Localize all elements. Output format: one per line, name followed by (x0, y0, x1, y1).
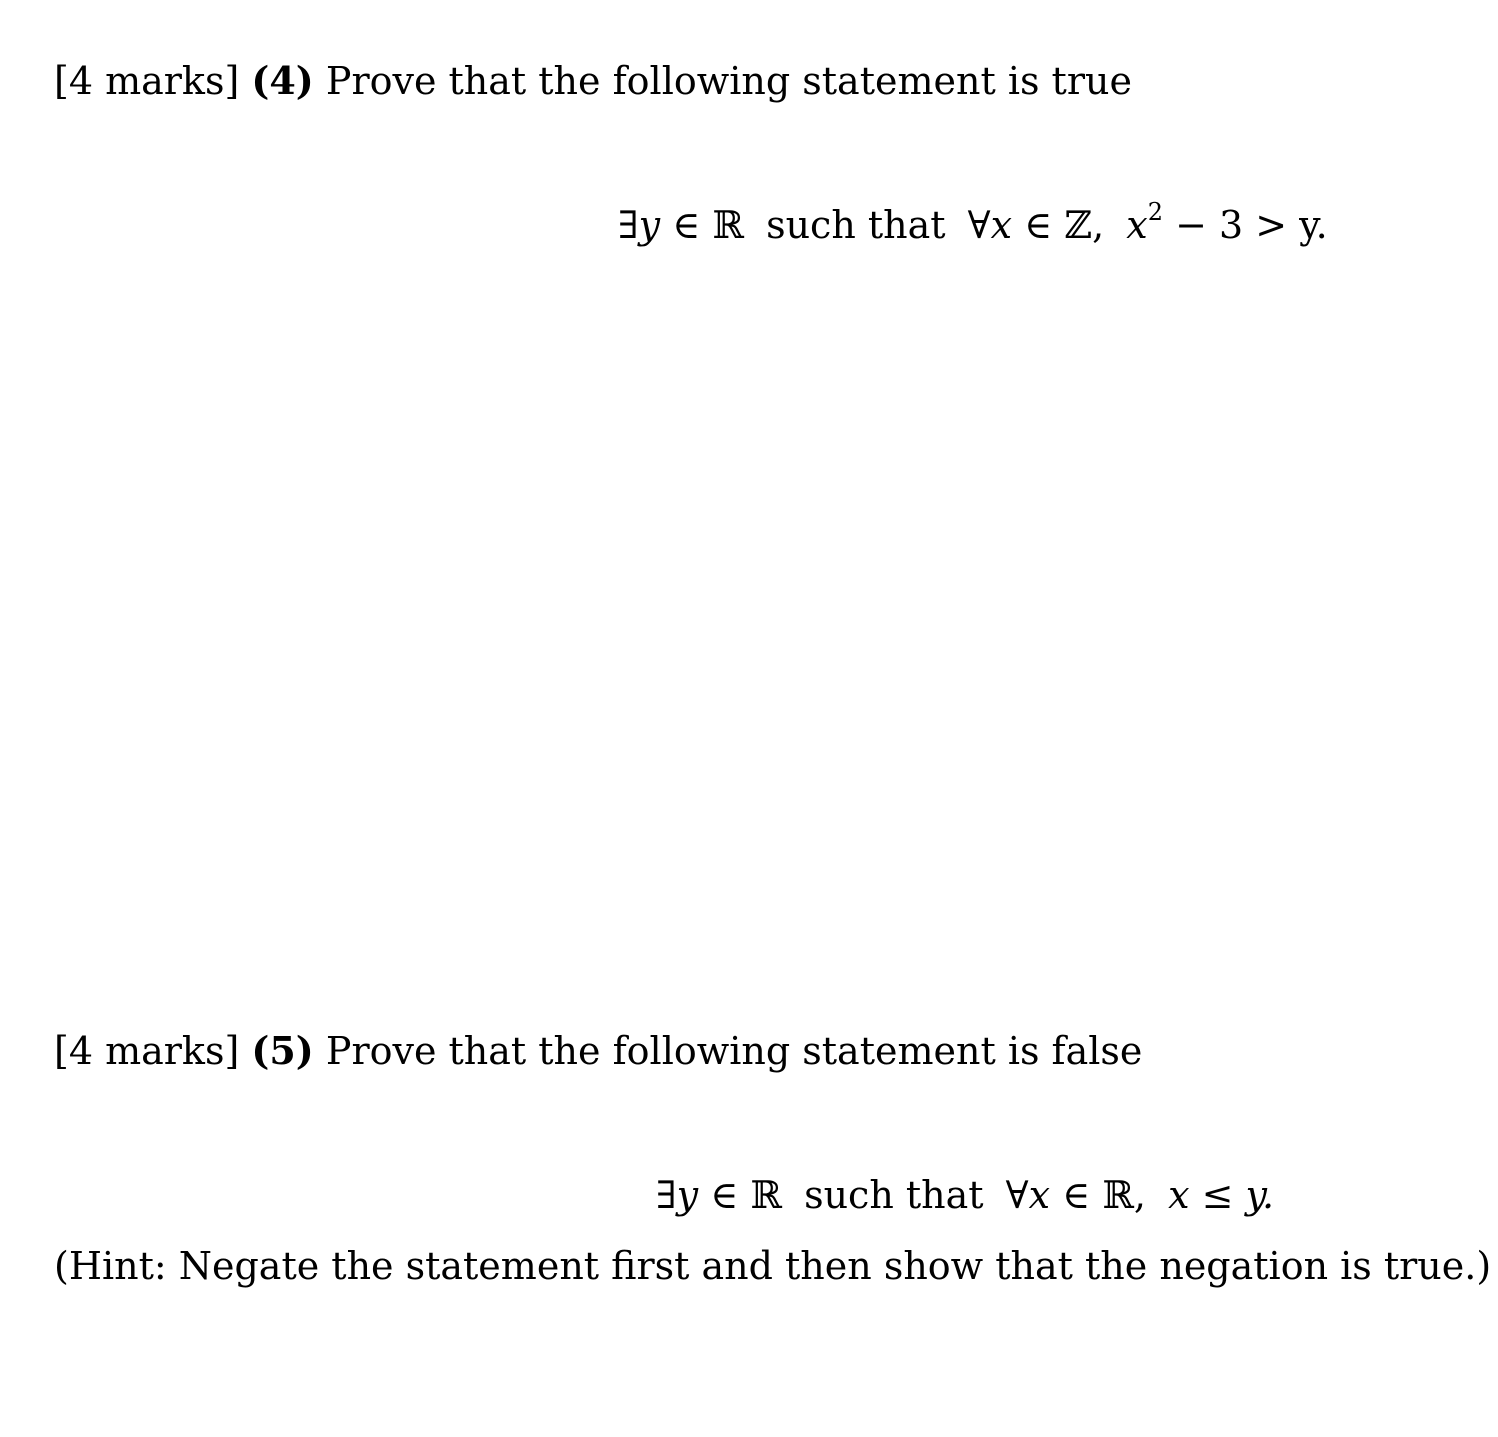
q4-in-r: ∈ ℝ (672, 203, 744, 247)
q5-rest: x ≤ y. (1168, 1173, 1275, 1217)
q4-number: (4) (251, 58, 314, 103)
q4-rest: − 3 > y. (1175, 203, 1328, 247)
q5-prompt: Prove that the following statement is false (325, 1029, 1143, 1073)
q4-in-z: ∈ ℤ, (1024, 203, 1105, 247)
q4-forall-x: ∀x (967, 203, 1013, 247)
q5-hint: (Hint: Negate the statement first and then show that the negation is true.) (54, 1244, 1492, 1288)
q5-such-that: such that (804, 1173, 984, 1217)
q4-prompt: Prove that the following statement is true (325, 59, 1132, 103)
q5-forall-x: ∀x (1005, 1173, 1051, 1217)
q4-exists-y: ∃y (618, 203, 661, 247)
q4-x: x (1126, 203, 1148, 247)
q5-exists-y: ∃y (656, 1173, 699, 1217)
question-4-heading (54, 58, 1132, 103)
q4-such-that: such that (766, 203, 946, 247)
q4-marks: [4 marks] (54, 59, 240, 103)
q4-formula (618, 198, 1328, 247)
q5-marks: [4 marks] (54, 1029, 240, 1073)
q5-formula (656, 1173, 1275, 1217)
q5-in-r: ∈ ℝ (710, 1173, 782, 1217)
question-5-heading (54, 1028, 1143, 1073)
q5-number: (5) (251, 1028, 314, 1073)
q5-in-r2: ∈ ℝ, (1062, 1173, 1146, 1217)
q4-exponent: 2 (1147, 198, 1163, 226)
